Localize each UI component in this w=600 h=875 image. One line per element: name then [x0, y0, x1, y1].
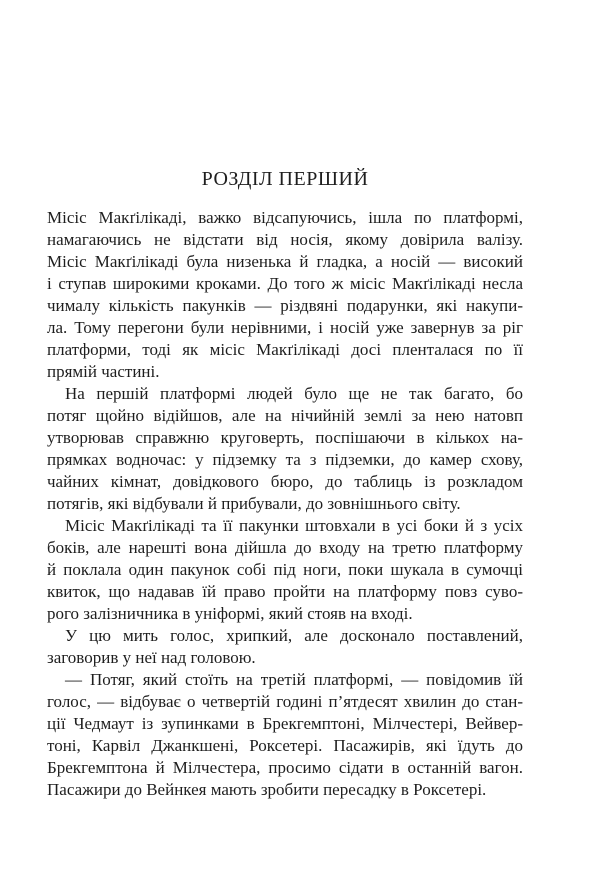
text-line: і ступав широкими кроками. До того ж місіс Макґілікаді несла	[47, 274, 523, 293]
text-line: — Потяг, який стоїть на третій платформі, — повідомив їй	[65, 670, 523, 689]
body-text	[47, 207, 523, 801]
text-line: боків, але нарешті вона дійшла до входу на третю платформу	[47, 538, 523, 557]
paragraph	[47, 625, 523, 669]
text-line: платформи, тоді як місіс Макґілікаді досі пленталася по її	[47, 340, 523, 359]
text-line: голос, — відбуває о четвертій годині п’ятдесят хвилин до стан-	[47, 692, 523, 711]
text-line: ції Чедмаут із зупинками в Брекгемптоні, Мілчестері, Вейвер-	[47, 714, 523, 733]
text-line: тоні, Карвіл Джанкшені, Роксетері. Пасажирів, які їдуть до	[47, 736, 523, 755]
paragraph	[47, 207, 523, 383]
text-line: На першій платформі людей було ще не так багато, бо	[65, 384, 523, 403]
paragraph	[47, 383, 523, 515]
text-line: У цю мить голос, хрипкий, але досконало поставлений,	[65, 626, 523, 645]
text-line: рого залізничника в уніформі, який стояв на вході.	[47, 604, 413, 623]
text-line: утворював справжню круговерть, поспішаючи в кількох на-	[47, 428, 523, 447]
text-line: потягів, які відбували й прибували, до зовнішнього світу.	[47, 494, 461, 513]
text-line: й поклала один пакунок собі під ноги, поки шукала в сумочці	[47, 560, 523, 579]
text-line: прямках водночас: у підземку та з підземки, до камер схову,	[47, 450, 523, 469]
text-line: заговорив у неї над головою.	[47, 648, 256, 667]
text-line: Місіс Макґілікаді, важко відсапуючись, ішла по платформі,	[47, 208, 523, 227]
text-line: чайних кімнат, довідкового бюро, до таблиць із розкладом	[47, 472, 523, 491]
text-line: Місіс Макґілікаді та її пакунки штовхали в усі боки й з усіх	[65, 516, 523, 535]
text-line: ла. Тому перегони були нерівними, і носій уже завернув за ріг	[47, 318, 523, 337]
paragraph	[47, 515, 523, 625]
text-line: потяг щойно відійшов, але на нічийній землі за нею натовп	[47, 406, 523, 425]
paragraph	[47, 669, 523, 801]
chapter-title: РОЗДІЛ ПЕРШИЙ	[201, 168, 369, 190]
text-line: прямій частині.	[47, 362, 160, 381]
text-line: Пасажири до Вейнкея мають зробити пересадку в Роксетері.	[47, 780, 487, 799]
text-line: намагаючись не відстати від носія, якому довірила валізу.	[47, 230, 523, 249]
text-line: чималу кількість пакунків — різдвяні подарунки, які накупи-	[47, 296, 523, 315]
text-line: Брекгемптона й Мілчестера, просимо сідати в останній вагон.	[47, 758, 523, 777]
text-line: Місіс Макґілікаді була низенька й гладка, а носій — високий	[47, 252, 523, 271]
text-line: квиток, що надавав їй право пройти на платформу повз суво-	[47, 582, 523, 601]
